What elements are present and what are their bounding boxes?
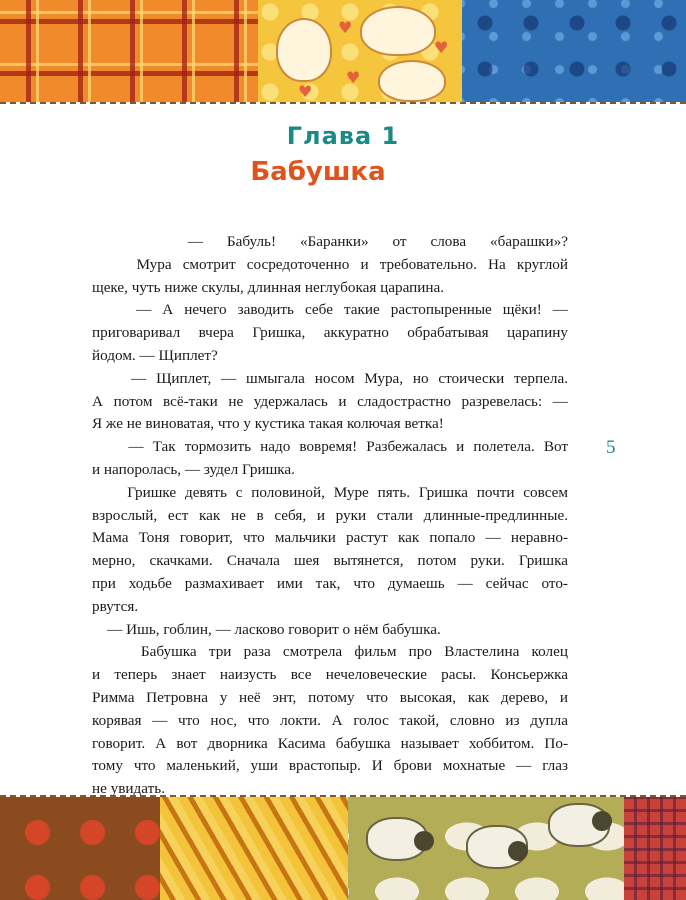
sheep-head — [414, 831, 434, 851]
bottom-decorative-border — [0, 795, 686, 900]
text-line: рвутся. — [92, 597, 139, 615]
text-line: говорит. А вот дворника Касима бабушка называет хоббитом. По- — [92, 734, 568, 752]
text-line: Бабушка три раза смотрела фильм про Властелина колец — [92, 643, 568, 661]
text-line: корявая — что нос, что локти. А голос такой, словно из дупла — [92, 711, 568, 729]
sheep-pattern-patch — [348, 797, 624, 900]
heart-icon: ♥ — [346, 68, 361, 87]
page-number: 5 — [606, 437, 616, 458]
cat-illustration — [360, 6, 436, 56]
heart-icon: ♥ — [298, 82, 313, 101]
cats-pattern-patch — [258, 0, 462, 102]
cat-illustration — [378, 60, 446, 102]
chapter-title: Бабушка — [250, 157, 386, 187]
cat-illustration — [276, 18, 332, 82]
text-line: при ходьбе размахивает ими так, что думаешь — сейчас ото- — [92, 574, 568, 592]
text-line: Римма Петровна у неё энт, потому что высокая, как дерево, и — [92, 688, 568, 706]
sheep-head — [508, 841, 528, 861]
sheep-head — [592, 811, 612, 831]
heart-icon: ♥ — [338, 18, 353, 37]
text-line: — Так тормозить надо вовремя! Разбежалась и полетела. Вот — [92, 438, 568, 456]
top-decorative-border — [0, 0, 686, 104]
text-line: щеке, чуть ниже скулы, длинная неглубокая царапина. — [92, 278, 445, 296]
text-line: Мама Тоня говорит, что мальчики растут как попало — неравно- — [92, 529, 568, 547]
text-line: — Бабуль! «Баранки» от слова «барашки»? — [92, 233, 568, 250]
text-line: — Щиплет, — шмыгала носом Мура, но стоически терпела. — [92, 369, 568, 387]
text-line: А потом всё-таки не удержалась и сладострастно разревелась: — — [92, 392, 568, 410]
striped-yellow-patch — [160, 797, 348, 900]
chapter-number: Глава 1 — [286, 122, 400, 150]
text-line: и напоролась, — зудел Гришка. — [92, 460, 295, 478]
text-line: Я же не виноватая, что у кустика такая колючая ветка! — [92, 415, 444, 433]
text-line: — Ишь, гоблин, — ласково говорит о нём бабушка. — [92, 620, 441, 638]
text-line: не увидать. — [92, 780, 165, 798]
mushroom-pattern-patch — [0, 797, 160, 900]
text-line: йодом. — Щиплет? — [92, 346, 218, 364]
red-plaid-patch — [624, 797, 686, 900]
chapter-body-text — [92, 231, 568, 801]
text-line: и теперь знает наизусть все нечеловеческие расы. Консьержка — [92, 666, 568, 684]
text-line: Гришке девять с половиной, Муре пять. Гришка почти совсем — [92, 483, 568, 501]
text-line: тому что маленький, уши врастопыр. И брови мохнатые — глаз — [92, 757, 568, 775]
text-line: взрослый, ест как не в себя, и руки стали длинные-предлинные. — [92, 506, 568, 524]
blue-floral-patch — [462, 0, 686, 102]
text-line: приговаривал вчера Гришка, аккуратно обрабатывая царапину — [92, 324, 568, 342]
text-line: Мура смотрит сосредоточенно и требовательно. На круглой — [92, 255, 568, 273]
orange-plaid-patch — [0, 0, 258, 102]
text-line: мерно, скачками. Сначала шея вытянется, потом руки. Гришка — [92, 552, 568, 570]
text-line: — А нечего заводить себе такие растопыренные щёки! — — [92, 301, 568, 319]
heart-icon: ♥ — [434, 38, 449, 57]
